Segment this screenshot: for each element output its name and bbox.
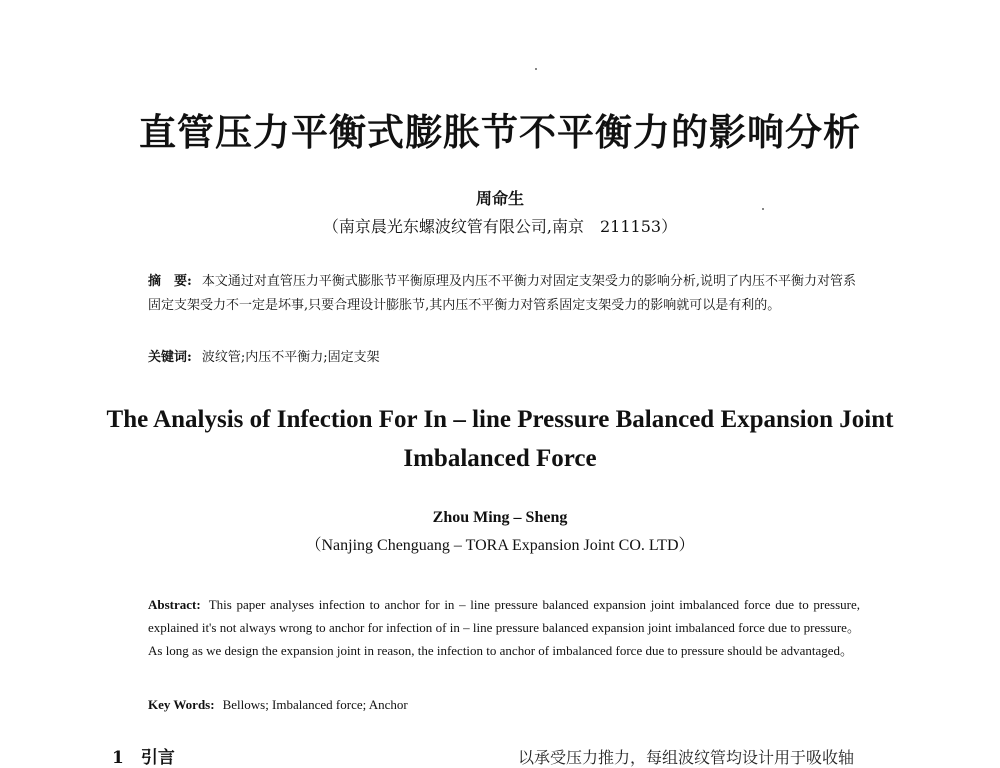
english-title: The Analysis of Infection For In – line Pressure Balanced Expansion Joint Imbalanced Force xyxy=(106,406,894,472)
chinese-author: 周命生 xyxy=(475,189,524,208)
english-abstract-text: This paper analyses infection to anchor for in – line pressure balanced expansion joint imbalanced force due to pressure, explained it's not always wrong to anchor for infection of in – line pressure balanced expansion joint imbalanced force due to pressure。 As long as we design the expansion joint in reason, the infection to anchor of imbalanced force due to pressure should be advantaged。 xyxy=(148,597,860,658)
chinese-keywords-label: 关键词: xyxy=(148,350,192,365)
chinese-keywords-text: 波纹管;内压不平衡力;固定支架 xyxy=(201,350,380,365)
chinese-abstract-text: 本文通过对直管压力平衡式膨胀节平衡原理及内压不平衡力对固定支架受力的影响分析,说明了内压不平衡力对管系固定支架受力不一定是坏事,只要合理设计膨胀节,其内压不平衡力对管系固定支架受力的影响就可以是有利的。 xyxy=(148,274,856,313)
english-abstract-label: Abstract: xyxy=(148,597,201,612)
chinese-abstract-label: 摘 要: xyxy=(148,274,192,289)
chinese-title: 直管压力平衡式膨胀节不平衡力的影响分析 xyxy=(139,110,861,154)
chinese-keywords xyxy=(148,346,860,370)
english-keywords xyxy=(148,693,860,716)
english-abstract xyxy=(148,593,860,662)
body-text-right-column: 以承受压力推力，每组波纹管均设计用于吸收轴 xyxy=(518,748,855,767)
section-heading: 1 引言 xyxy=(112,748,175,768)
scan-speck xyxy=(535,68,537,70)
english-keywords-label: Key Words: xyxy=(148,697,215,712)
english-keywords-text: Bellows; Imbalanced force; Anchor xyxy=(222,697,408,712)
english-author: Zhou Ming – Sheng xyxy=(432,509,568,526)
english-affiliation: （Nanjing Chenguang – TORA Expansion Joint CO. LTD） xyxy=(305,537,695,554)
chinese-affiliation: （南京晨光东螺波纹管有限公司,南京 211153） xyxy=(322,217,678,236)
chinese-abstract xyxy=(148,270,860,318)
